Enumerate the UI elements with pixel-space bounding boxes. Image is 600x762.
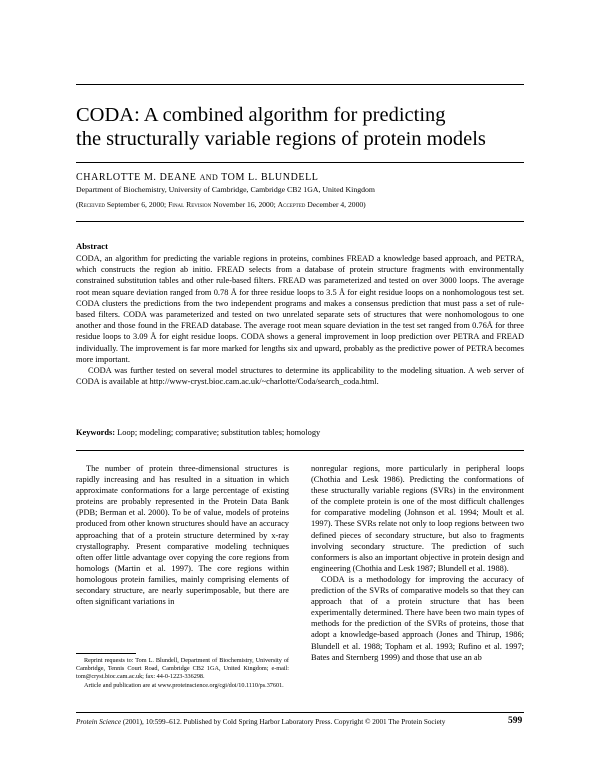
accepted-label: Accepted (277, 200, 306, 209)
paper-title (76, 103, 524, 151)
revision-label: Final Revision (168, 200, 212, 209)
abstract-heading: Abstract (76, 241, 108, 251)
footnote-reprint: Reprint requests to: Tom L. Blundell, Department of Biochemistry, University of Cambridge, Tennis Court Road, Cambridge CB2 1GA, United Kingdom; e-mail: tom@cryst.bioc.cam.ac.uk; fax: 44-0-1223-336298. (76, 657, 289, 681)
author-list (76, 172, 319, 183)
footer-rule (76, 712, 524, 713)
accepted-date: December 4, 2000) (307, 200, 366, 209)
footnote-article: Article and publication are at www.proteinscience.org/cgi/doi/10.1110/ps.37601. (84, 681, 284, 689)
top-rule (76, 84, 524, 85)
keywords-text: Loop; modeling; comparative; substitution tables; homology (117, 428, 321, 437)
author-conjunction: AND (199, 173, 219, 182)
left-column (76, 463, 289, 607)
author-1: CHARLOTTE M. DEANE (76, 172, 197, 183)
intro-paragraph-1-continued: nonregular regions, more particularly in peripheral loops (Chothia and Lesk 1986). Predicting the conformations of these structurally variable regions (SVRs) in the environment of the complete protein is one of the most difficult challenges for comparative modeling (Johnson et al. 1994; Moult et al. 1997). These SVRs relate not only to loop regions between two defined pieces of secondary structure, but also to fragments involving secondary structure. The prediction of such conformers is also an important objective in protein design and engineering (Chothia and Lesk 1987; Blundell et al. 1988). (311, 464, 524, 573)
affiliation: Department of Biochemistry, University of Cambridge, Cambridge CB2 1GA, United Kingdom (76, 185, 375, 194)
footnote (76, 657, 289, 690)
revision-date: November 16, 2000; (213, 200, 276, 209)
journal-name: Protein Science (76, 718, 122, 726)
submission-dates: (Received September 6, 2000; Final Revision November 16, 2000; Accepted December 4, 2000) (76, 200, 366, 209)
author-2: TOM L. BLUNDELL (221, 172, 319, 183)
abstract-body (76, 253, 524, 387)
page-number: 599 (508, 716, 523, 726)
keywords-label: Keywords: (76, 428, 116, 437)
body-rule (76, 450, 524, 451)
received-label: Received (78, 200, 105, 209)
title-rule (76, 162, 524, 163)
keywords (76, 428, 524, 437)
abstract-paragraph-1: CODA, an algorithm for predicting the variable regions in proteins, combines FREAD a knowledge based approach, and PETRA, which constructs the region ab initio. FREAD selects from a database of protein structure fragments with environmentally constrained substitution tables and other rule-based filters. FREAD was parameterized and tested on over 3000 loops. The average root mean square deviation ranged from 0.78 Å for three residue loops to 3.5 Å for eight residue loops on a nonhomologous test set. CODA clusters the predictions from the two independent programs and makes a consensus prediction that must pass a set of rule-based filters. CODA was parameterized and tested on two unrelated separate sets of structures that were nonhomologous to one another and those found in the FREAD database. The average root mean square deviation in the test set ranged from 0.76Å for three residue loops to 3.09 Å for eight residue loops. CODA shows a general improvement in loop prediction over PETRA and FREAD individually. The improvement is far more marked for lengths six and upward, probably as the predictive power of PETRA becomes more important. (76, 254, 524, 364)
journal-citation (76, 718, 445, 726)
footnote-rule (76, 653, 136, 654)
received-date: September 6, 2000; (106, 200, 167, 209)
title-line-1: CODA: A combined algorithm for predicting (76, 104, 446, 126)
intro-paragraph-2: CODA is a methodology for improving the accuracy of prediction of the SVRs of comparative models so that they can approach that of a protein structure that has been experimentally determined. There have been two main types of methods for the prediction of the SVRs of proteins, those that adopt a knowledge-based approach (Jones and Thirup, 1986; Blundell et al. 1988; Topham et al. 1993; Rufino et al. 1997; Bates and Sternberg 1999) and those that use an ab (311, 574, 524, 662)
abstract-paragraph-2: CODA was further tested on several model structures to determine its applicability to the modeling situation. A web server of CODA is available at http://www-cryst.bioc.cam.ac.uk/~charlotte/Coda/search_coda.html. (76, 366, 524, 387)
journal-details: (2001), 10:599–612. Published by Cold Spring Harbor Laboratory Press. Copyright © 2001 The Protein Society (122, 718, 446, 726)
intro-paragraph-1: The number of protein three-dimensional structures is rapidly increasing and has resulted in a situation in which approximate conformations for a large percentage of existing proteins are probably represented in the Protein Data Bank (PDB; Berman et al. 2000). To be of value, models of proteins produced from other known structures should have an accuracy approaching that of a protein structure determined by x-ray crystallography. Present comparative modeling techniques often offer little advantage over copying the core regions from homologs (Martin et al. 1997). The core regions within homologous protein families, mainly comprising elements of secondary structure, are nearly superimposable, but there are often significant variations in (76, 464, 289, 607)
abstract-rule (76, 221, 524, 222)
right-column (311, 463, 524, 663)
title-line-2: the structurally variable regions of protein models (76, 128, 486, 150)
